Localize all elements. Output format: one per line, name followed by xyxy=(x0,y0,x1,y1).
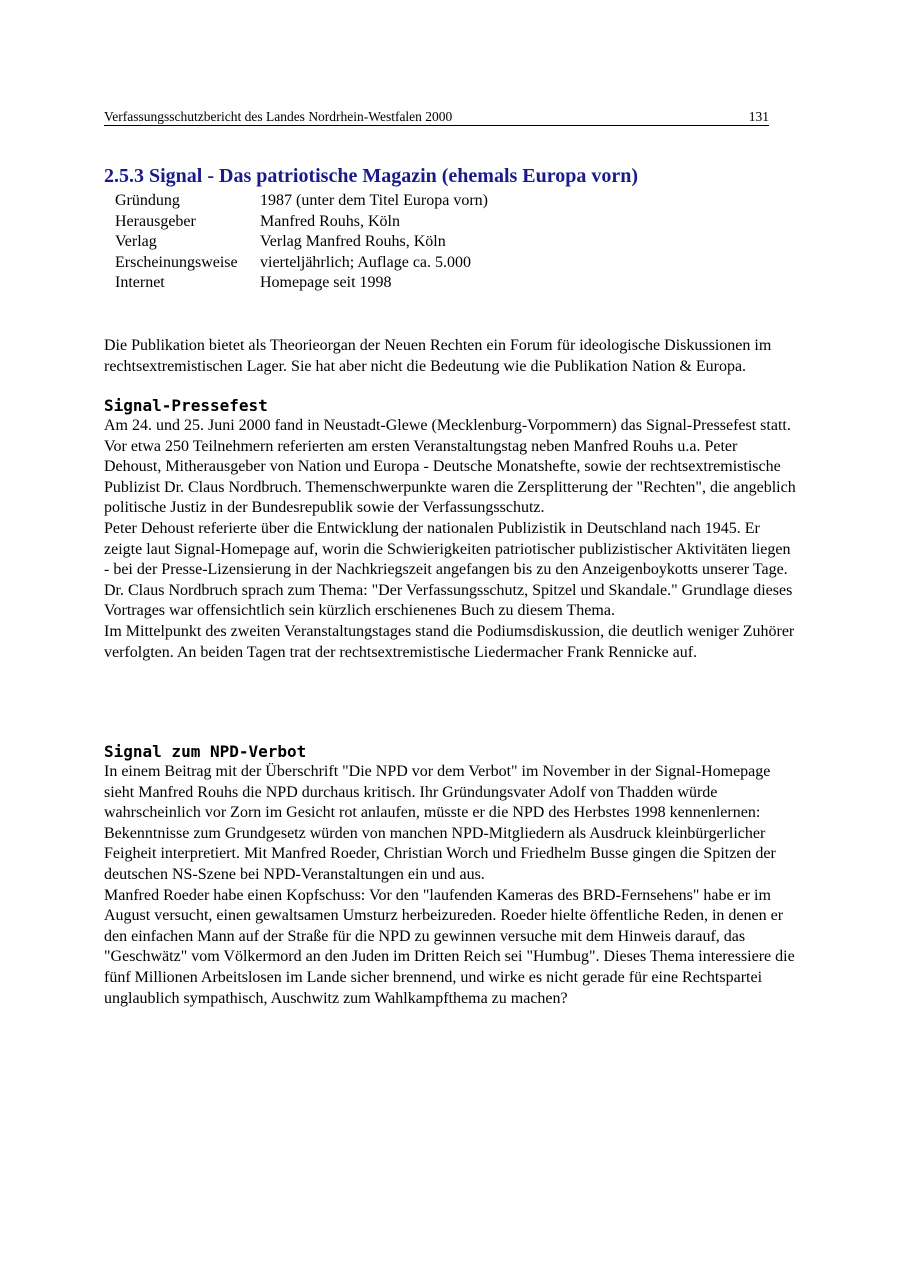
page-number: 131 xyxy=(748,109,769,124)
paragraph: In einem Beitrag mit der Überschrift "Die NPD vor dem Verbot" im November in der Signal-Homepage sieht Manfred Rouhs die NPD durchaus kritisch. Ihr Gründungsvater Adolf von Thadden würde wahrscheinlich vor Zorn im Gesicht rot anlaufen, müsste er die NPD des Herbstes 1998 kennenlernen: Bekenntnisse zum Grundgesetz würden von manchen NPD-Mitgliedern als Ausdruck kleinbürgerlicher Feigheit interpretiert. Mit Manfred Roeder, Christian Worch und Friedhelm Busse gingen die Spitzen der deutschen NS-Szene bei NPD-Veranstaltungen ein und aus. xyxy=(104,763,776,883)
fact-value: 1987 (unter dem Titel Europa vorn) xyxy=(260,192,488,209)
fact-row xyxy=(115,253,500,274)
fact-label: Internet xyxy=(115,274,165,292)
fact-label: Erscheinungsweise xyxy=(115,253,238,271)
pressefest-heading: Signal-Pressefest xyxy=(104,396,268,415)
paragraph: Manfred Roeder habe einen Kopfschuss: Vor den "laufenden Kameras des BRD-Fernsehens" habe er im August versucht, einen gewaltsamen Umsturz herbeizureden. Roeder hielte öffentliche Reden, in denen er den einfachen Mann auf der Straße für die NPD zu gewinnen versuche mit dem Hinweis darauf, das "Geschwätz" vom Völkermord an den Juden im Dritten Reich sei "Humbug". Dieses Thema interessiere die fünf Millionen Arbeitslosen im Lande sicher brennend, und wirke es nicht gerade für eine Rechtspartei unglaublich sympathisch, Auschwitz zum Wahlkampfthema zu machen? xyxy=(104,886,795,1007)
fact-label: Gründung xyxy=(115,192,180,209)
npd-block xyxy=(104,762,796,1009)
intro-block xyxy=(104,336,796,377)
section-title: 2.5.3 Signal - Das patriotische Magazin (ehemals Europa vorn) xyxy=(104,165,639,187)
running-title: Verfassungsschutzbericht des Landes Nordrhein-Westfalen 2000 xyxy=(104,109,453,124)
facts-table xyxy=(115,191,500,294)
paragraph: Dr. Claus Nordbruch sprach zum Thema: "Der Verfassungsschutz, Spitzel und Skandale." Grundlage dieses Vortrages war offensichtlich sein kürzlich erschienenes Buch zu diesem Thema. xyxy=(104,581,793,620)
npd-heading: Signal zum NPD-Verbot xyxy=(104,742,307,761)
running-header xyxy=(104,108,769,126)
paragraph: Im Mittelpunkt des zweiten Veranstaltungstages stand die Podiumsdiskussion, die deutlich weniger Zuhörer verfolgten. An beiden Tagen trat der rechtsextremistische Liedermacher Frank Rennicke auf. xyxy=(104,622,795,661)
fact-label: Verlag xyxy=(115,233,157,251)
fact-row xyxy=(115,191,500,212)
intro-paragraph: Die Publikation bietet als Theorieorgan der Neuen Rechten ein Forum für ideologische Diskussionen im rechtsextremistischen Lager. Sie hat aber nicht die Bedeutung wie die Publikation Nation & Europa. xyxy=(104,337,772,375)
fact-label: Herausgeber xyxy=(115,212,196,230)
pressefest-block xyxy=(104,416,796,663)
fact-row xyxy=(115,212,500,233)
paragraph: Peter Dehoust referierte über die Entwicklung der nationalen Publizistik in Deutschland nach 1945. Er zeigte laut Signal-Homepage auf, worin die Schwierigkeiten patriotischer publizistischer Aktivitäten liegen - bei der Presse-Lizensierung in der Nachkriegszeit angefangen bis zu den Anzeigenboykotts unserer Tage. xyxy=(104,519,791,579)
paragraph: Am 24. und 25. Juni 2000 fand in Neustadt-Glewe (Mecklenburg-Vorpommern) das Signal-Pressefest statt. Vor etwa 250 Teilnehmern referierten am ersten Veranstaltungstag neben Manfred Rouhs u.a. Peter Dehoust, Mitherausgeber von Nation und Europa - Deutsche Monatshefte, sowie der rechtsextremistische Publizist Dr. Claus Nordbruch. Themenschwerpunkte waren die Zersplitterung der "Rechten", die angeblich politische Justiz in der Bundesrepublik sowie der Verfassungsschutz. xyxy=(104,417,796,517)
fact-value: vierteljährlich; Auflage ca. 5.000 xyxy=(260,253,472,271)
fact-row xyxy=(115,273,500,294)
fact-value: Verlag Manfred Rouhs, Köln xyxy=(260,233,446,251)
fact-value: Manfred Rouhs, Köln xyxy=(260,212,400,230)
fact-value: Homepage seit 1998 xyxy=(260,274,392,292)
fact-row xyxy=(115,232,500,253)
